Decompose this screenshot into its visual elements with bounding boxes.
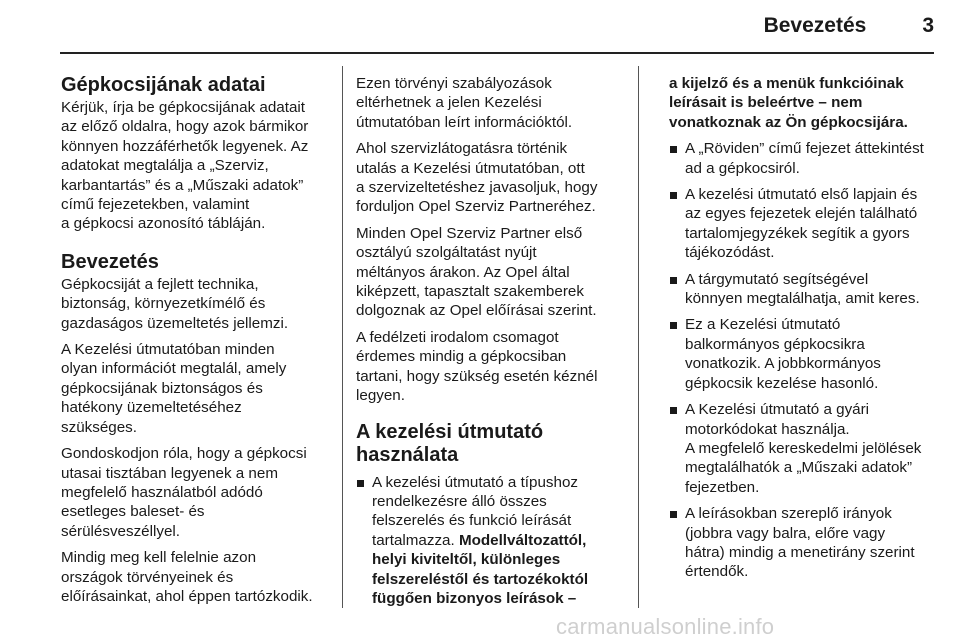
bullet-square-icon	[670, 511, 677, 518]
bullet-text: A leírásokban szereplő irányok (jobbra vagy balra, előre vagy hátra) mindig a menetirány szerint értendők.	[685, 505, 915, 581]
bullet-text: Ez a Kezelési útmutató balkormányos gépkocsikra vonatkozik. A jobbkormányos gépkocsik kezelése hasonló.	[685, 316, 881, 392]
watermark: carmanualsonline.info	[556, 614, 775, 639]
paragraph: Minden Opel Szerviz Partner első osztályú szolgáltatást nyújt méltányos árakon. Az Opel által kiképzett, tapasztalt szakemberek dolgoznak az Opel előírásai szerint.	[356, 224, 597, 320]
column-middle	[356, 74, 624, 615]
bullet-text: A kezelési útmutató a típushoz rendelkezésre álló összes felszerelés és funkció leírását tartalmazza.	[372, 473, 578, 549]
bullet-square-icon	[670, 192, 677, 199]
bullet-text-bold: Modellváltozattól, helyi kiviteltől, különleges felszereléstől és tartozékoktól függően bizonyos leírások –	[372, 531, 589, 607]
bullet-square-icon	[670, 322, 677, 329]
paragraph: A Kezelési útmutatóban minden olyan információt megtalál, amely gépkocsijának biztonságos és hatékony üzemeltetéséhez szükséges.	[61, 341, 287, 436]
header-rule	[60, 52, 934, 54]
list-item	[669, 185, 927, 263]
column-divider	[638, 66, 639, 608]
list-item	[669, 400, 927, 497]
list-item	[669, 504, 927, 582]
list-item	[669, 139, 927, 178]
heading-introduction: Bevezetés	[61, 250, 159, 273]
bullet-text: A „Röviden” című fejezet áttekintést ad a gépkocsiról.	[685, 140, 924, 177]
heading-manual-usage: A kezelési útmutató használata	[356, 420, 544, 466]
paragraph: Ezen törvényi szabályozások eltérhetnek a jelen Kezelési útmutatóban leírt információktól.	[356, 75, 573, 131]
bullet-continuation: a kijelző és a menük funkcióinak leírásait is beleértve – nem vonatkoznak az Ön gépkocsijára.	[669, 75, 908, 131]
bullet-square-icon	[670, 277, 677, 284]
column-left	[61, 74, 337, 613]
column-right	[669, 74, 927, 589]
section-title: Bevezetés	[763, 14, 867, 37]
bullet-list	[356, 473, 624, 609]
list-item	[356, 473, 624, 609]
bullet-square-icon	[670, 146, 677, 153]
bullet-square-icon	[670, 407, 677, 414]
paragraph: Ahol szervizlátogatásra történik utalás a Kezelési útmutatóban, ott a szervizeltetéshez javasoljuk, hogy forduljon Opel Szerviz Partneréhez.	[356, 140, 598, 216]
paragraph: Kérjük, írja be gépkocsijának adatait az előző oldalra, hogy azok bármikor könnyen hozzáférhetők legyenek. Az adatokat megtalálja a „Szerviz, karbantartás” és a „Műszaki adatok” című fejezetekben, valamint a gépkocsi azonosító tábláján.	[61, 99, 309, 233]
bullet-text: A kezelési útmutató első lapjain és az egyes fejezetek elején található tartalomjegyzékek segítik a gyors tájékozódást.	[685, 186, 918, 262]
page-header	[764, 14, 934, 44]
paragraph: Gondoskodjon róla, hogy a gépkocsi utasai tisztában legyenek a nem megfelelő használatból adódó esetleges baleset- és sérülésveszéllyel.	[61, 445, 307, 540]
list-item	[669, 315, 927, 393]
heading-vehicle-data: Gépkocsijának adatai	[61, 74, 266, 96]
bullet-square-icon	[357, 480, 364, 487]
bullet-text: A tárgymutató segítségével könnyen megtalálhatja, amit keres.	[685, 270, 920, 308]
column-divider	[342, 66, 343, 608]
bullet-list	[669, 139, 927, 582]
paragraph: A fedélzeti irodalom csomagot érdemes mindig a gépkocsiban tartani, hogy szükség esetén kéznél legyen.	[356, 328, 598, 405]
paragraph: Gépkocsiját a fejlett technika, biztonság, környezetkímélő és gazdaságos üzemeltetés jellemzi.	[61, 275, 289, 332]
paragraph: Mindig meg kell felelnie azon országok törvényeinek és előírásainkat, ahol éppen tartózkodik.	[61, 549, 313, 605]
list-item	[669, 270, 927, 309]
page-number: 3	[922, 14, 934, 37]
bullet-text: A Kezelési útmutató a gyári motorkódokat használja. A megfelelő kereskedelmi jelölések megtalálhatók a „Műszaki adatok” fejezetben.	[685, 401, 922, 496]
